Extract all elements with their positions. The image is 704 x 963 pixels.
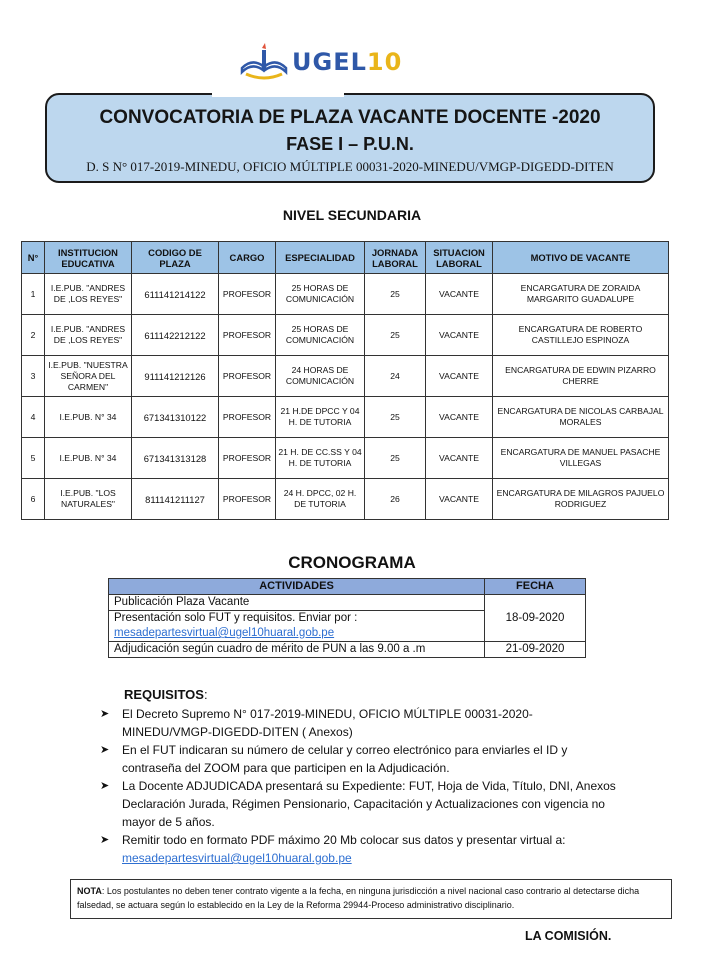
requirement-text: En el FUT indicaran su número de celular y correo electrónico para enviarles el ID y contraseña del ZOOM para que participen en la Adjudicación. <box>122 743 568 775</box>
plaza-code-cell: 671341310122 <box>132 397 219 438</box>
jornada-cell: 24 <box>365 356 426 397</box>
arrow-bullet-icon: ➤ <box>100 744 110 756</box>
specialty-cell: 21 H.DE DPCC Y 04 H. DE TUTORIA <box>276 397 365 438</box>
status-cell: VACANTE <box>426 438 493 479</box>
vacancies-table <box>21 241 669 520</box>
col-header-actividades: ACTIVIDADES <box>109 579 485 595</box>
plaza-code-cell: 811141211127 <box>132 479 219 520</box>
note-label: NOTA <box>77 886 102 896</box>
col-header-jornada: JORNADA LABORAL <box>365 242 426 274</box>
section-title-cronograma: CRONOGRAMA <box>288 553 416 572</box>
plaza-code-cell: 611141214122 <box>132 274 219 315</box>
specialty-cell: 21 H. DE CC.SS Y 04 H. DE TUTORIA <box>276 438 365 479</box>
cargo-cell: PROFESOR <box>219 315 276 356</box>
date-cell: 21-09-2020 <box>485 642 586 658</box>
specialty-cell: 24 H. DPCC, 02 H. DE TUTORIA <box>276 479 365 520</box>
table-row <box>22 274 669 315</box>
jornada-cell: 25 <box>365 315 426 356</box>
institution-cell: I.E.PUB. N° 34 <box>45 397 132 438</box>
note-text: : Los postulantes no deben tener contrato vigente a la fecha, en ninguna jurisdicción a nivel nacional caso contrario al detectarse dicha falsedad, se actuara según lo establecido en la Ley de la Reforma 29944-Proceso administrativo disciplinario. <box>77 886 640 910</box>
jornada-cell: 26 <box>365 479 426 520</box>
list-item <box>100 777 620 831</box>
col-header-n: N° <box>22 242 45 274</box>
reason-cell: ENCARGATURA DE NICOLAS CARBAJAL MORALES <box>493 397 669 438</box>
row-number: 1 <box>22 274 45 315</box>
requirement-text-part: Remitir todo en formato PDF máximo 20 Mb colocar sus datos y presentar virtual a: <box>122 833 566 847</box>
header-banner <box>45 93 655 183</box>
legal-reference: D. S N° 017-2019-MINEDU, OFICIO MÚLTIPLE 00031-2020-MINEDU/VMGP-DIGEDD-DITEN <box>86 159 614 174</box>
jornada-cell: 25 <box>365 397 426 438</box>
row-number: 5 <box>22 438 45 479</box>
reason-cell: ENCARGATURA DE ROBERTO CASTILLEJO ESPINOZA <box>493 315 669 356</box>
plaza-code-cell: 611142212122 <box>132 315 219 356</box>
row-number: 2 <box>22 315 45 356</box>
cargo-cell: PROFESOR <box>219 397 276 438</box>
arrow-bullet-icon: ➤ <box>100 708 110 720</box>
brand-part-1: UGEL <box>292 48 367 76</box>
requirements-title-text: REQUISITOS <box>124 687 204 702</box>
col-header-situacion: SITUACION LABORAL <box>426 242 493 274</box>
institution-cell: I.E.PUB. N° 34 <box>45 438 132 479</box>
jornada-cell: 25 <box>365 274 426 315</box>
jornada-cell: 25 <box>365 438 426 479</box>
page-title: CONVOCATORIA DE PLAZA VACANTE DOCENTE -2020 <box>99 107 601 128</box>
requirement-text: El Decreto Supremo N° 017-2019-MINEDU, OFICIO MÚLTIPLE 00031-2020-MINEDU/VMGP-DIGEDD-DITEN ( Anexos) <box>122 707 533 739</box>
list-item <box>100 831 620 867</box>
brand-part-2: 10 <box>366 48 403 76</box>
schedule-header-row <box>109 579 586 595</box>
institution-cell: I.E.PUB. "ANDRES DE ,LOS REYES" <box>45 274 132 315</box>
cargo-cell: PROFESOR <box>219 438 276 479</box>
requirements-title <box>124 687 208 702</box>
table-row <box>22 479 669 520</box>
status-cell: VACANTE <box>426 397 493 438</box>
row-number: 6 <box>22 479 45 520</box>
activity-cell: Adjudicación según cuadro de mérito de PUN a las 9.00 a .m <box>109 642 485 658</box>
requirement-text: La Docente ADJUDICADA presentará su Expediente: FUT, Hoja de Vida, Título, DNI, Anexos Declaración Jurada, Régimen Pensionario, Capacitación y Actualizaciones con vigencia no mayor de 5 años. <box>122 779 616 829</box>
status-cell: VACANTE <box>426 356 493 397</box>
email-link[interactable]: mesadepartesvirtual@ugel10huaral.gob.pe <box>122 851 352 865</box>
specialty-cell: 25 HORAS DE COMUNICACIÓN <box>276 274 365 315</box>
table-row <box>22 315 669 356</box>
cargo-cell: PROFESOR <box>219 356 276 397</box>
schedule-row <box>109 595 586 611</box>
requirements-list <box>100 705 620 867</box>
col-header-especialidad: ESPECIALIDAD <box>276 242 365 274</box>
note-box <box>70 879 672 919</box>
list-item <box>100 741 620 777</box>
col-header-fecha: FECHA <box>485 579 586 595</box>
open-book-torch-icon <box>238 42 290 82</box>
table-header-row <box>22 242 669 274</box>
status-cell: VACANTE <box>426 479 493 520</box>
row-number: 4 <box>22 397 45 438</box>
institution-cell: I.E.PUB. "NUESTRA SEÑORA DEL CARMEN" <box>45 356 132 397</box>
activity-cell: Presentación solo FUT y requisitos. Enviar por : <box>109 611 485 627</box>
date-cell: 18-09-2020 <box>485 595 586 642</box>
reason-cell: ENCARGATURA DE MANUEL PASACHE VILLEGAS <box>493 438 669 479</box>
email-link[interactable]: mesadepartesvirtual@ugel10huaral.gob.pe <box>114 627 335 639</box>
reason-cell: ENCARGATURA DE ZORAIDA MARGARITO GUADALUPE <box>493 274 669 315</box>
ugel-wordmark <box>292 48 402 76</box>
cargo-cell: PROFESOR <box>219 479 276 520</box>
schedule-table <box>108 578 586 658</box>
requirements-title-colon: : <box>203 687 208 702</box>
schedule-row <box>109 642 586 658</box>
col-header-institucion: INSTITUCION EDUCATIVA <box>45 242 132 274</box>
activity-cell: Publicación Plaza Vacante <box>109 595 485 611</box>
col-header-motivo: MOTIVO DE VACANTE <box>493 242 669 274</box>
institution-cell: I.E.PUB. "ANDRES DE ,LOS REYES" <box>45 315 132 356</box>
reason-cell: ENCARGATURA DE EDWIN PIZARRO CHERRE <box>493 356 669 397</box>
table-row <box>22 397 669 438</box>
phase-subtitle: FASE I – P.U.N. <box>286 134 414 154</box>
ugel-logo <box>238 40 408 84</box>
status-cell: VACANTE <box>426 274 493 315</box>
arrow-bullet-icon: ➤ <box>100 834 110 846</box>
list-item <box>100 705 620 741</box>
status-cell: VACANTE <box>426 315 493 356</box>
requirement-text <box>122 831 620 867</box>
col-header-cargo: CARGO <box>219 242 276 274</box>
institution-cell: I.E.PUB. "LOS NATURALES" <box>45 479 132 520</box>
section-title-nivel: NIVEL SECUNDARIA <box>282 207 422 223</box>
row-number: 3 <box>22 356 45 397</box>
plaza-code-cell: 671341313128 <box>132 438 219 479</box>
table-row <box>22 356 669 397</box>
table-row <box>22 438 669 479</box>
arrow-bullet-icon: ➤ <box>100 780 110 792</box>
specialty-cell: 25 HORAS DE COMUNICACIÓN <box>276 315 365 356</box>
plaza-code-cell: 911141212126 <box>132 356 219 397</box>
reason-cell: ENCARGATURA DE MILAGROS PAJUELO RODRIGUEZ <box>493 479 669 520</box>
cargo-cell: PROFESOR <box>219 274 276 315</box>
signature: LA COMISIÓN. <box>525 929 612 943</box>
col-header-codigo: CODIGO DE PLAZA <box>132 242 219 274</box>
specialty-cell: 24 HORAS DE COMUNICACIÓN <box>276 356 365 397</box>
